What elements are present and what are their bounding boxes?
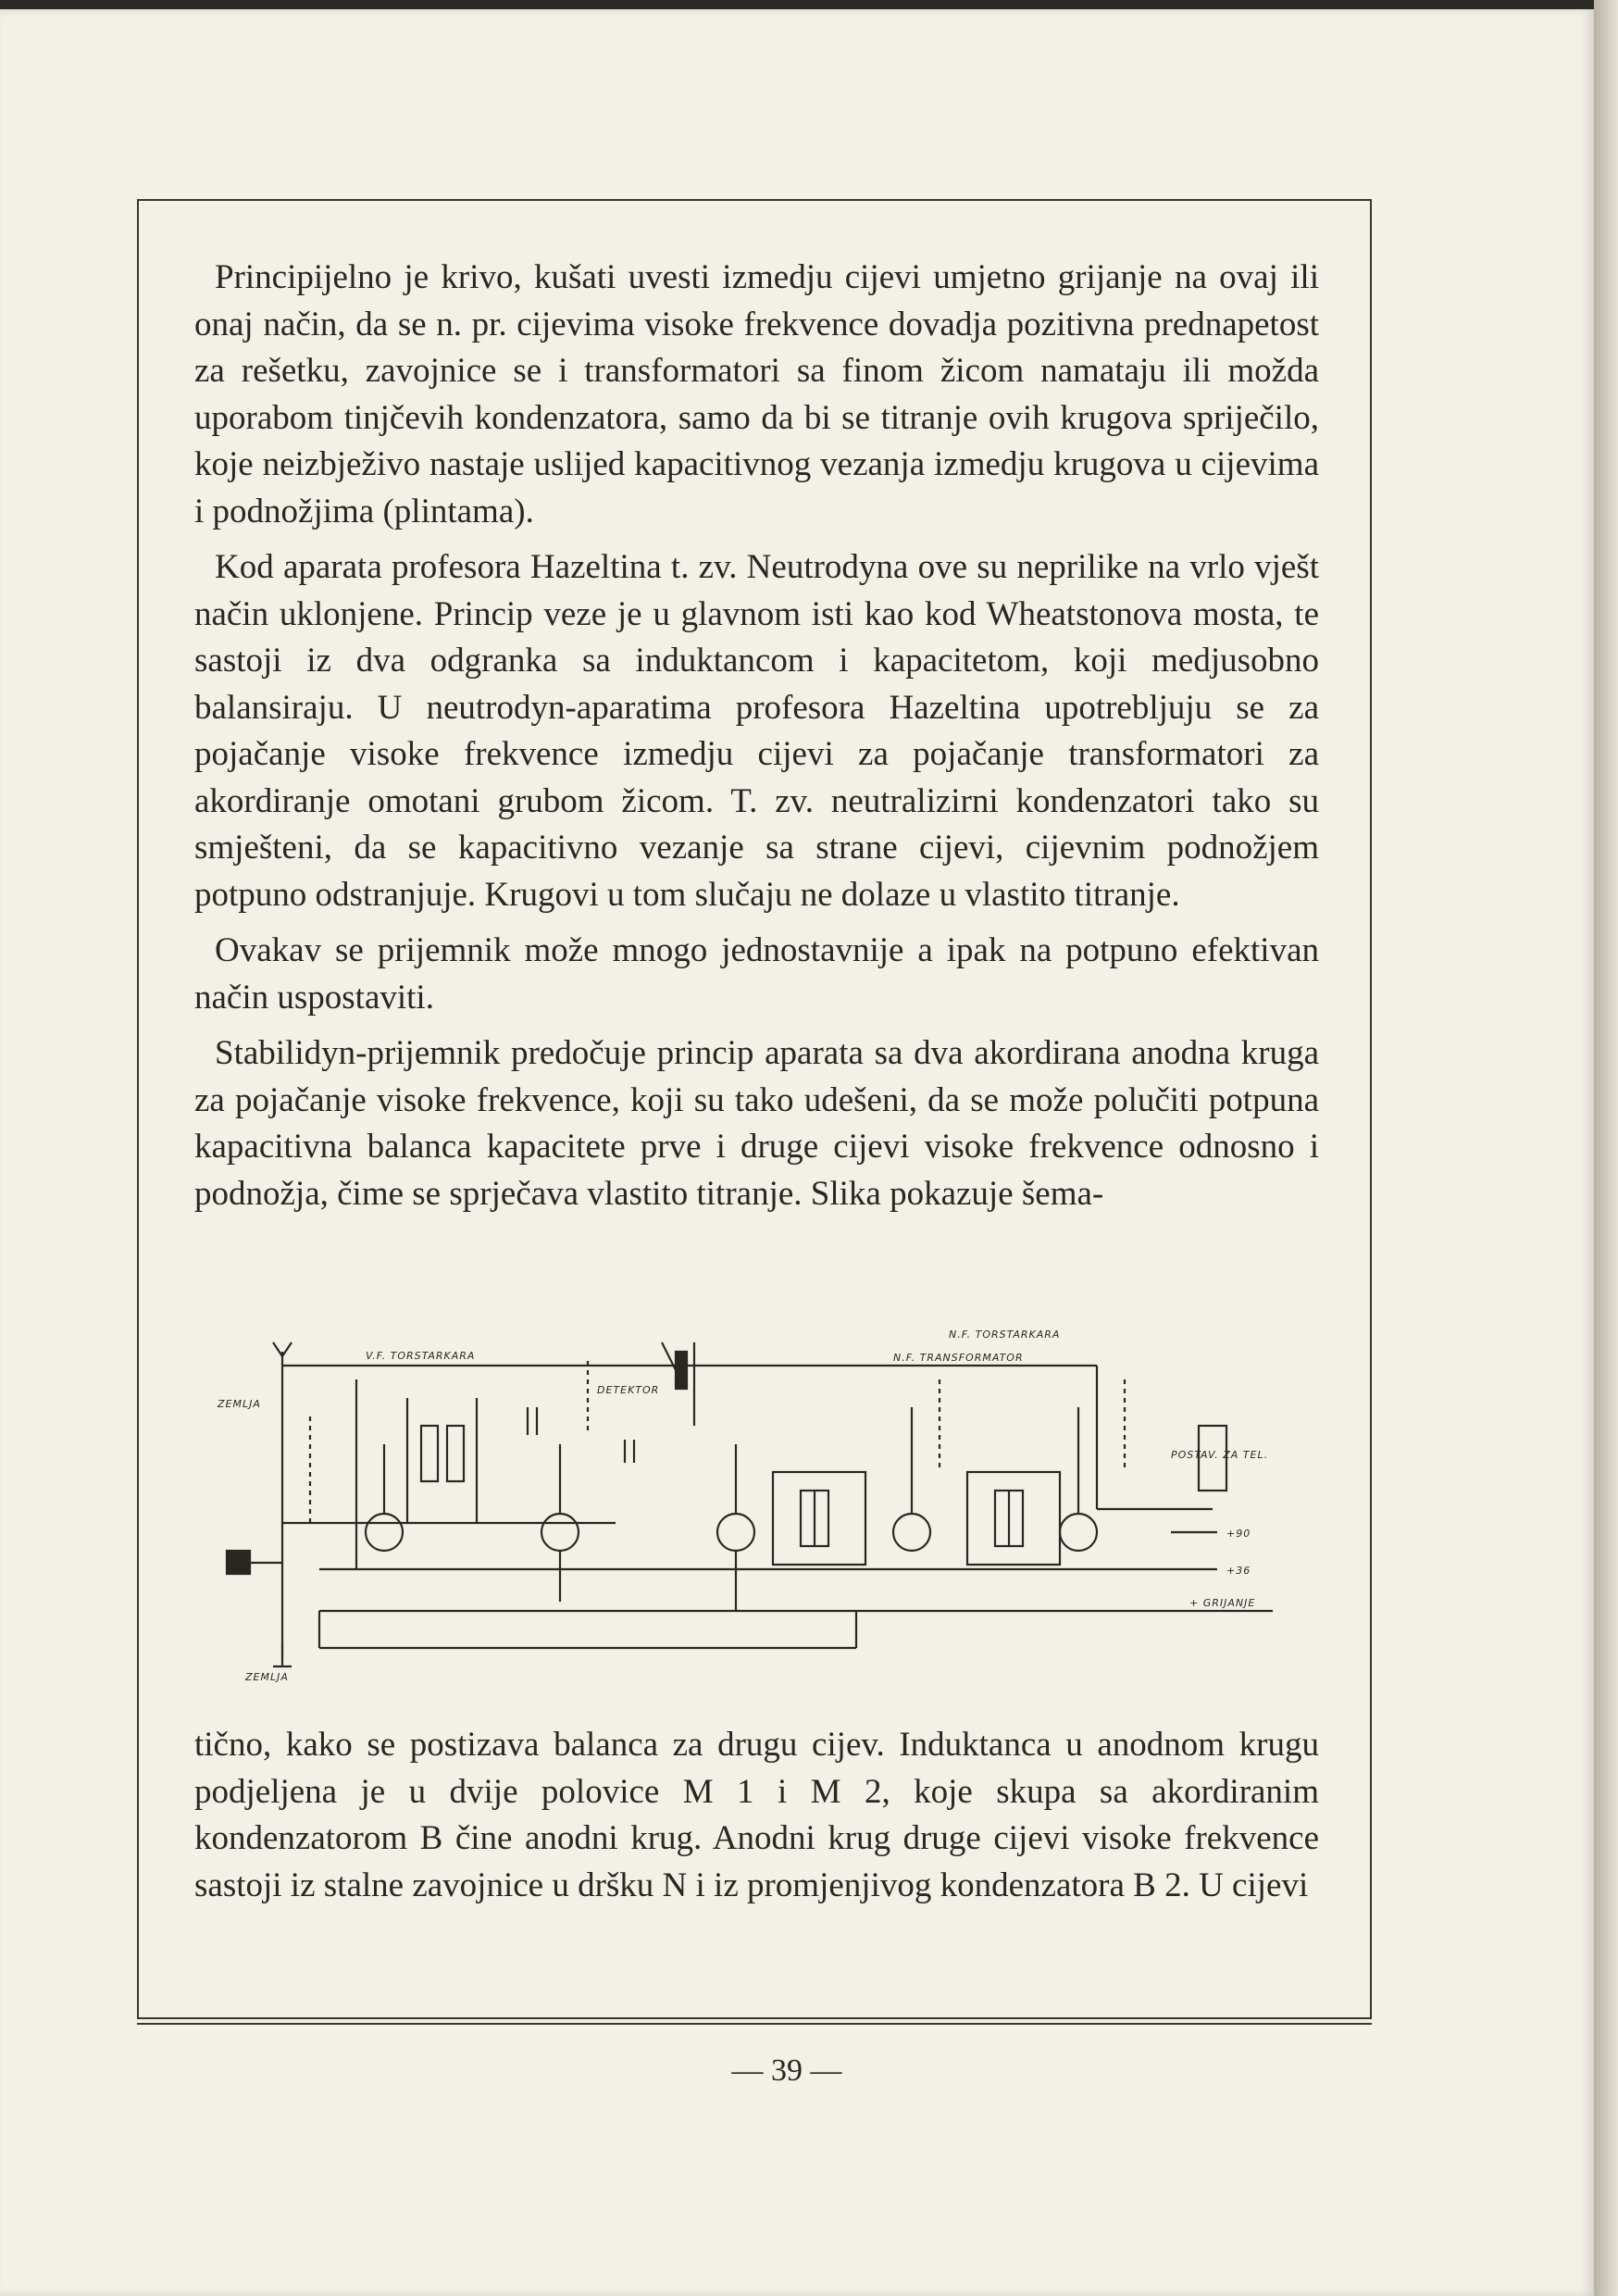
page-frame-rule xyxy=(137,2023,1372,2025)
body-text-bottom xyxy=(194,1722,1319,1909)
scan-top-edge xyxy=(0,0,1594,9)
label-antenna: ZEMLJA xyxy=(218,1398,261,1410)
circuit-schematic xyxy=(208,1324,1314,1694)
detector-crystal xyxy=(676,1352,687,1389)
body-text-top xyxy=(194,255,1319,1217)
label-detector: DETEKTOR xyxy=(597,1384,660,1396)
tube-4 xyxy=(893,1514,930,1551)
circuit-schematic-figure xyxy=(208,1324,1314,1694)
tube-5 xyxy=(1060,1514,1097,1551)
paragraph-4: Stabilidyn-prijemnik predočuje princip aparata sa dva akordirana anodna kruga za pojačanje visoke frekvence, koji su tako udešeni, da se može polučiti potpuna kapacitivna balanca kapacitete prve i druge cijevi visoke frekvence odnosno i podnožja, čime se sprječava vlastito titranje. Slika pokazuje šema- xyxy=(194,1034,1319,1213)
page-number: — 39 — xyxy=(731,2053,842,2088)
page-binding-edge xyxy=(1594,0,1618,2296)
label-plus-36: +36 xyxy=(1226,1565,1251,1577)
paragraph-3: Ovakav se prijemnik može mnogo jednostavnije a ipak na potpuno efektivan način uspostaviti. xyxy=(194,931,1319,1017)
label-hf-transformer: V.F. TORSTARKARA xyxy=(366,1350,476,1362)
label-heater: + GRIJANJE xyxy=(1189,1597,1256,1609)
paragraph-2: Kod aparata profesora Hazeltina t. zv. Neutrodyna ove su neprilike na vrlo vješt način uklonjene. Princip veze je u glavnom isti kao kod Wheatstonova mosta, te sastoji iz dva odgranka sa induktancom i kapacitetom, koji medjusobno balansiraju. U neutrodyn-aparatima profesora Hazeltina upotrebljuju se za pojačanje visoke frekvence izmedju cijevi za pojačanje transformatori za akordiranje omotani grubom žicom. T. zv. neutralizirni kondenzatori tako su smješteni, da se kapacitivno vezanje sa strane cijevi, cijevnim podnožjem potpuno odstranjuje. Krugovi u tom slučaju ne dolaze u vlastito titranje. xyxy=(194,548,1319,914)
tube-1 xyxy=(366,1514,403,1551)
label-headphones: POSTAV. ZA TEL. xyxy=(1171,1449,1269,1461)
paragraph-5: tično, kako se postizava balanca za drugu cijev. Induktanca u anodnom krugu podjeljena je u dvije polovice M 1 i M 2, koje skupa sa akordiranim kondenzatorom B čine anodni krug. Anodni krug druge cijevi visoke frekvence sastoji iz stalne zavojnice u dršku N i iz promjenjivog kondenzatora B 2. U cijevi xyxy=(194,1726,1319,1904)
coil-2 xyxy=(447,1426,464,1481)
paragraph-1: Principijelno je krivo, kušati uvesti izmedju cijevi umjetno grijanje na ovaj ili onaj način, da se n. pr. cijevima visoke frekvence dovadja pozitivna prednapetost za rešetku, zavojnice se i transformatori sa finom žicom namataju ili možda uporabom tinjčevih kondenzatora, samo da bi se titranje ovih krugova spriječilo, koje neizbježivo nastaje uslijed kapacitivnog vezanja izmedju krugova u cijevima i podnožjima (plintama). xyxy=(194,258,1319,530)
coil-1 xyxy=(421,1426,438,1481)
battery-symbol xyxy=(227,1551,250,1574)
label-lf-transformer: N.F. TRANSFORMATOR xyxy=(893,1352,1024,1364)
label-earth: ZEMLJA xyxy=(245,1671,289,1683)
tube-2 xyxy=(541,1514,579,1551)
label-plus-90: +90 xyxy=(1226,1528,1251,1540)
label-lf-amp: N.F. TORSTARKARA xyxy=(949,1329,1061,1341)
tube-3 xyxy=(717,1514,754,1551)
